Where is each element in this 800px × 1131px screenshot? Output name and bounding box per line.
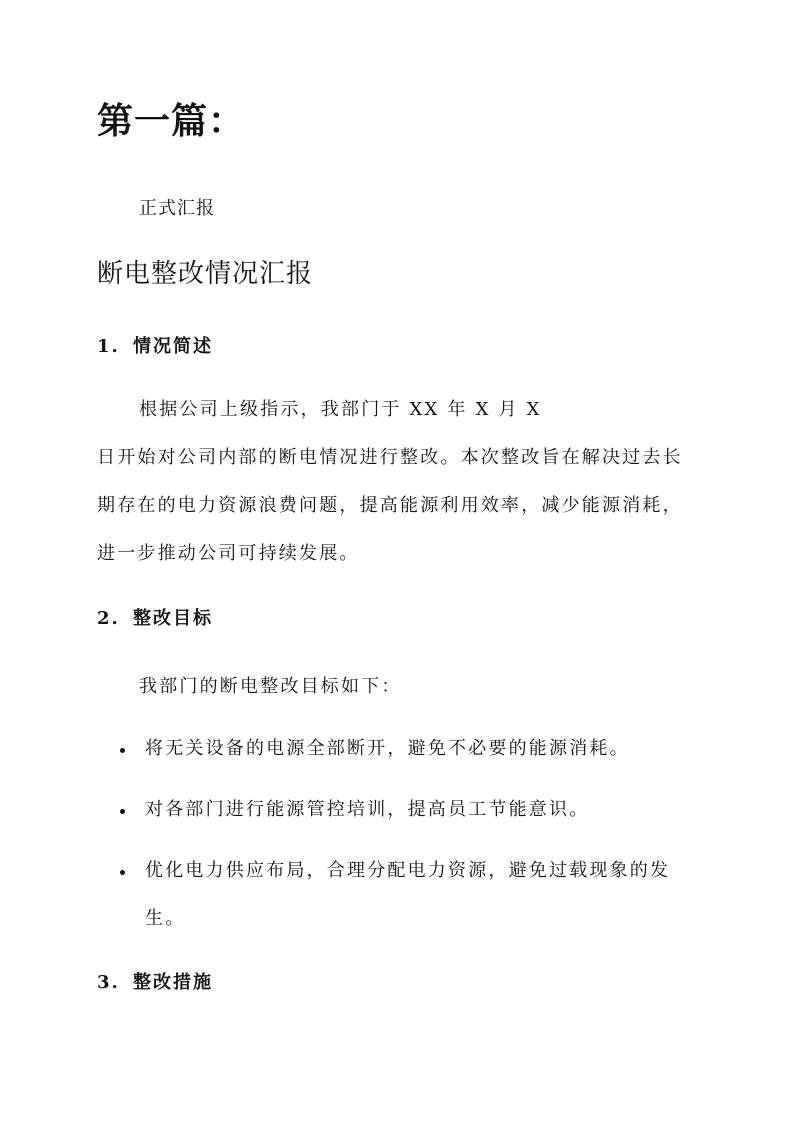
paragraph-line: 日开始对公司内部的断电情况进行整改。本次整改旨在解决过去长 bbox=[97, 447, 683, 468]
section-number: 2. bbox=[97, 608, 120, 629]
bullet-dot bbox=[120, 748, 125, 753]
section-intro: 我部门的断电整改目标如下： bbox=[139, 676, 402, 697]
section-heading-1 bbox=[97, 332, 213, 362]
bullet-item-text: 生。 bbox=[145, 908, 186, 929]
bullet-item-text: 对各部门进行能源管控培训，提高员工节能意识。 bbox=[145, 799, 590, 820]
section-number: 1. bbox=[97, 336, 120, 357]
bullet-item-text: 将无关设备的电源全部断开，避免不必要的能源消耗。 bbox=[145, 738, 630, 759]
section-number: 3. bbox=[97, 972, 120, 993]
paragraph-line: 期存在的电力资源浪费问题，提高能源利用效率，减少能源消耗， bbox=[97, 495, 683, 516]
bullet-item-text: 优化电力供应布局，合理分配电力资源，避免过载现象的发 bbox=[145, 860, 671, 881]
section-title: 情况简述 bbox=[133, 336, 213, 357]
bullet-dot bbox=[120, 809, 125, 814]
report-subtitle: 正式汇报 bbox=[139, 198, 215, 219]
document-title: 断电整改情况汇报 bbox=[97, 259, 314, 289]
paragraph-line: 根据公司上级指示，我部门于 XX 年 X 月 X bbox=[139, 399, 542, 420]
bullet-dot bbox=[120, 870, 125, 875]
part-title: 第一篇： bbox=[97, 100, 246, 142]
section-title: 整改措施 bbox=[133, 972, 213, 993]
section-heading-3 bbox=[97, 968, 213, 998]
section-heading-2 bbox=[97, 604, 213, 634]
section-title: 整改目标 bbox=[133, 608, 213, 629]
paragraph-line: 进一步推动公司可持续发展。 bbox=[97, 543, 360, 564]
